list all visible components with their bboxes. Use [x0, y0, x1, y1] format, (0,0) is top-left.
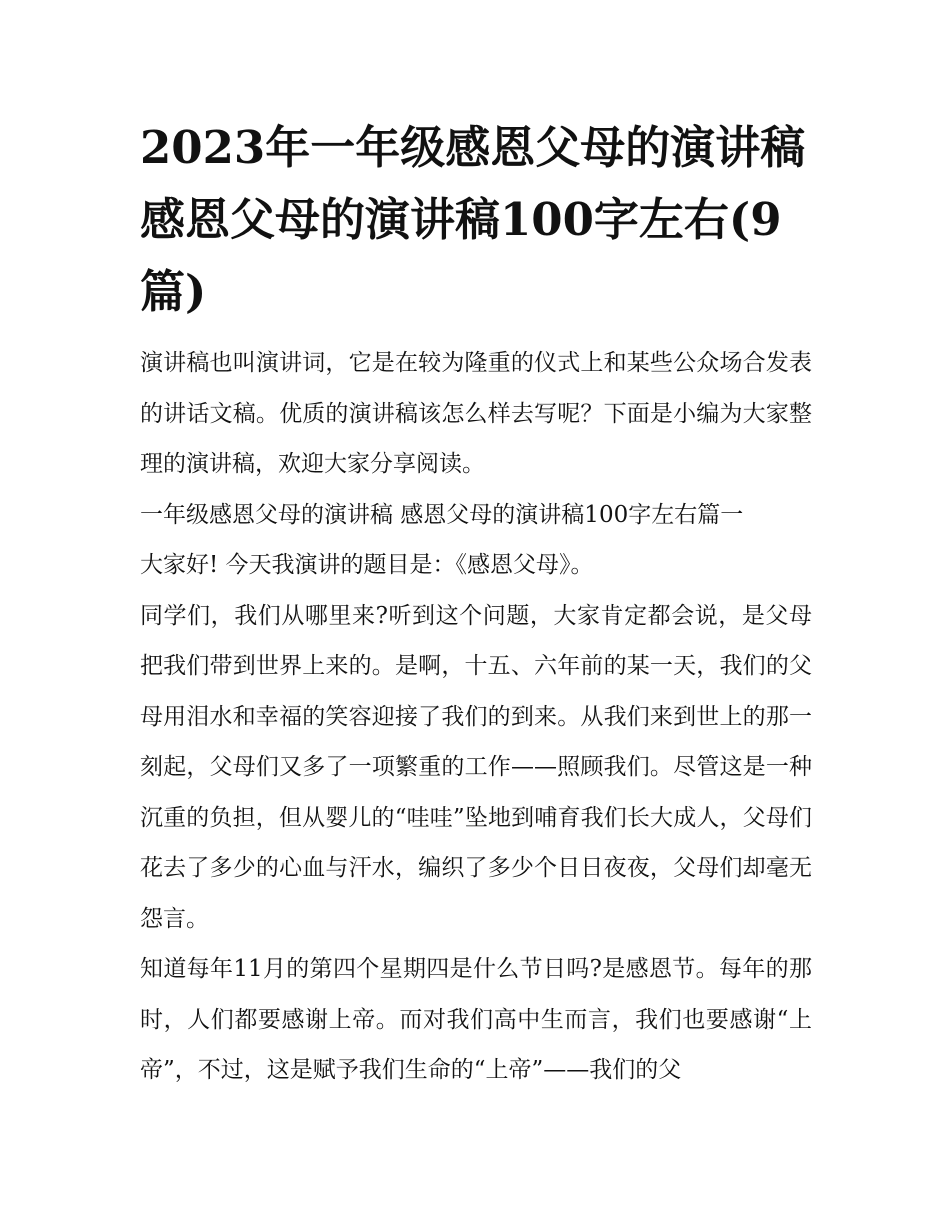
section-heading: 一年级感恩父母的演讲稿 感恩父母的演讲稿100字左右篇一	[140, 501, 744, 528]
document-title: 2023年一年级感恩父母的演讲稿 感恩父母的演讲稿100字左右(9篇)	[140, 121, 806, 318]
intro-paragraph: 演讲稿也叫演讲词，它是在较为隆重的仪式上和某些公众场合发表的讲话文稿。优质的演讲稿该怎么样去写呢？下面是小编为大家整理的演讲稿，欢迎大家分享阅读。	[140, 350, 812, 477]
greeting-paragraph: 大家好! 今天我演讲的题目是：《感恩父母》。	[140, 552, 594, 578]
body-paragraph: 知道每年11月的第四个星期四是什么节日吗?是感恩节。每年的那时，人们都要感谢上帝。而对我们高中生而言，我们也要感谢“上帝”，不过，这是赋予我们生命的“上帝”——我们的父	[140, 956, 812, 1083]
body-paragraph: 同学们，我们从哪里来?听到这个问题，大家肯定都会说，是父母把我们带到世界上来的。是啊，十五、六年前的某一天，我们的父母用泪水和幸福的笑容迎接了我们的到来。从我们来到世上的那一刻起，父母们又多了一项繁重的工作——照顾我们。尽管这是一种沉重的负担，但从婴儿的“哇哇”坠地到哺育我们长大成人，父母们花去了多少的心血与汗水，编织了多少个日日夜夜，父母们却毫无怨言。	[140, 602, 812, 932]
document-page	[140, 112, 812, 1096]
